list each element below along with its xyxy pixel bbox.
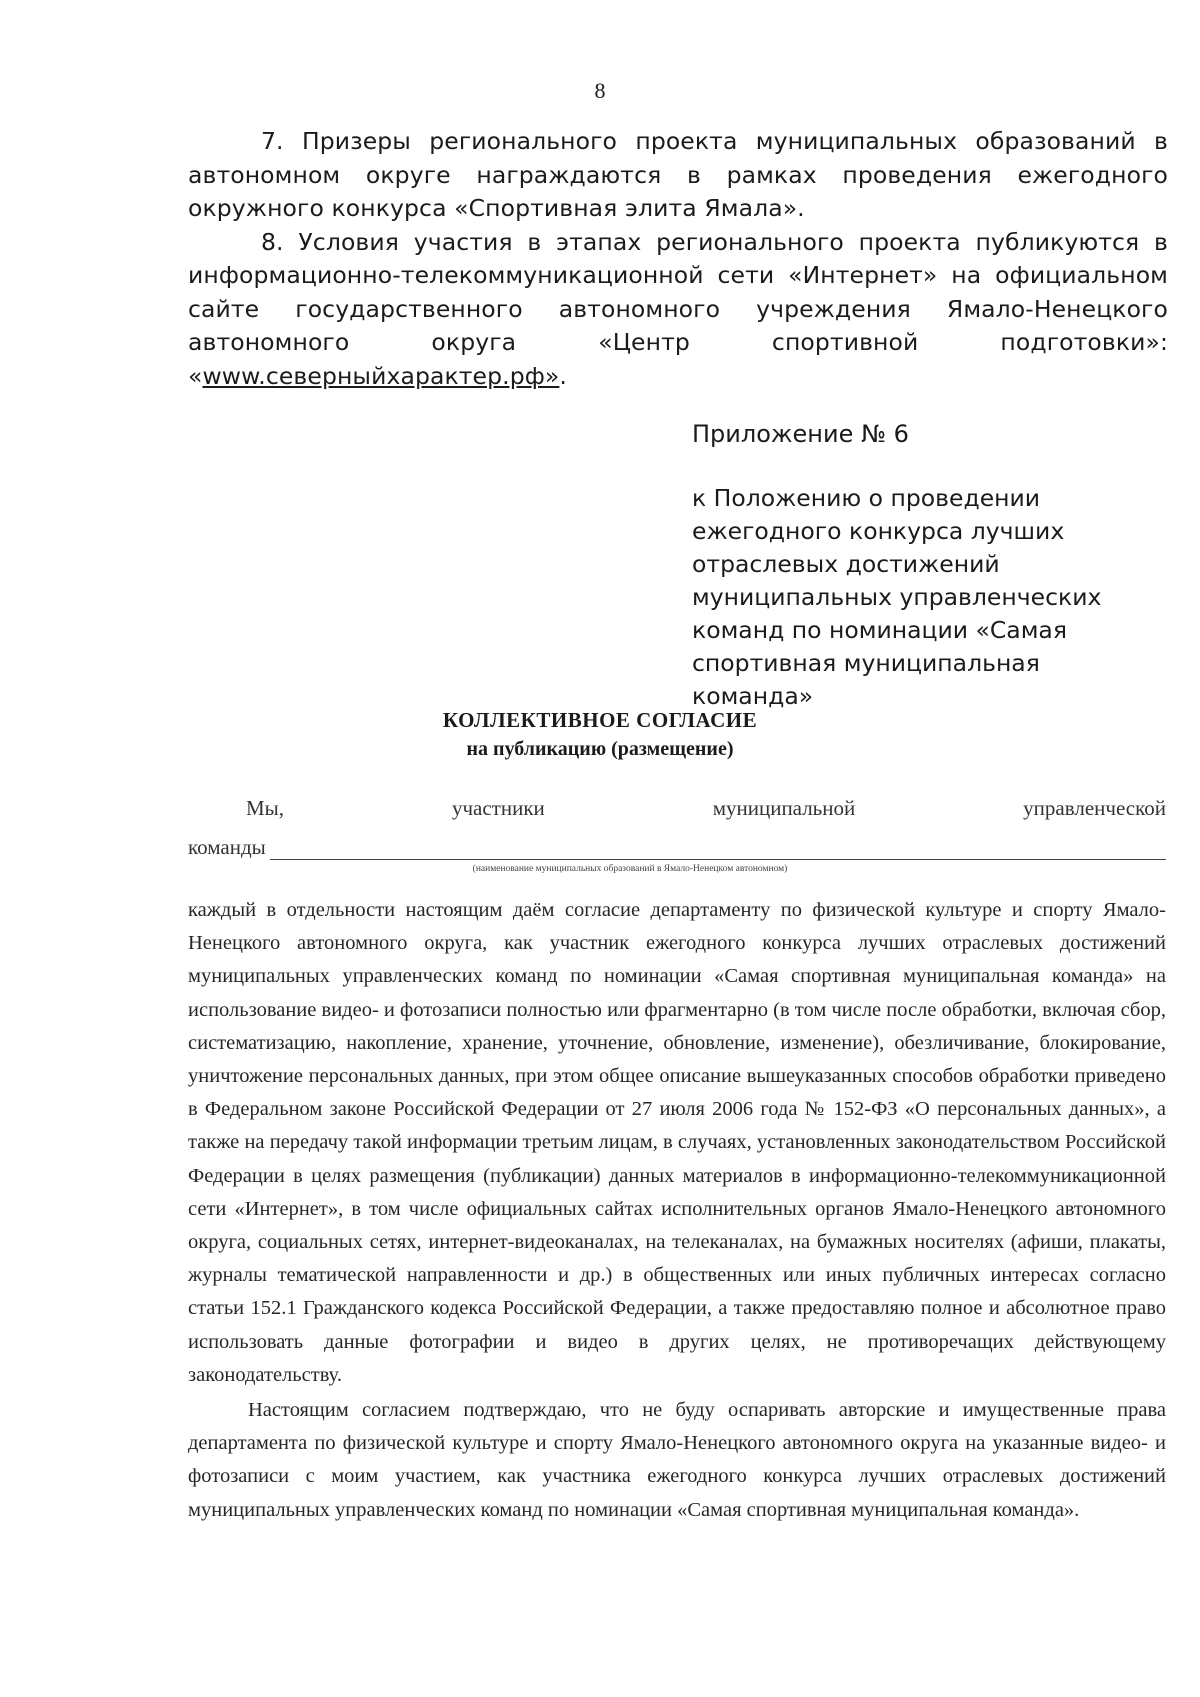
consent-body: [188, 894, 1166, 1527]
intro-word: Мы,: [246, 796, 285, 820]
consent-paragraph-1: каждый в отдельности настоящим даём согласие департаменту по физической культуре и спорту Ямало-Ненецкого автономного округа, как участник ежегодного конкурса лучших отраслевых достижений муниципальных управленческих команд по номинации «Самая спортивная муниципальная команда» на использование видео- и фотозаписи полностью или фрагментарно (в том числе после обработки, включая сбор, систематизацию, накопление, хранение, уточнение, обновление, изменение), обезличивание, блокирование, уничтожение персональных данных, при этом общее описание вышеуказанных способов обработки приведено в Федеральном законе Российской Федерации от 27 июля 2006 года № 152-ФЗ «О персональных данных», а также на передачу такой информации третьим лицам, в случаях, установленных законодательством Российской Федерации в целях размещения (публикации) данных материалов в информационно-телекоммуникационной сети «Интернет», в том числе официальных сайтах исполнительных органов Ямало-Ненецкого автономного округа, социальных сетях, интернет-видеоканалах, на телеканалах, на бумажных носителях (афиши, плакаты, журналы тематической направленности и др.) в общественных или иных публичных интересах согласно статьи 152.1 Гражданского кодекса Российской Федерации, а также предоставляю полное и абсолютное право использовать данные фотографии и видео в других целях, не противоречащих действующему законодательству.: [188, 899, 1166, 1386]
intro-word: участники: [451, 796, 545, 820]
link-open-quote: «: [188, 361, 203, 390]
page-number: 8: [594, 78, 606, 103]
intro-word: муниципальной: [712, 796, 856, 820]
website-link[interactable]: www.северныйхарактер.рф»: [202, 361, 560, 390]
intro-word: управленческой: [1023, 796, 1166, 820]
team-name-field[interactable]: [270, 837, 1166, 860]
team-label: команды: [188, 835, 266, 859]
consent-title: КОЛЛЕКТИВНОЕ СОГЛАСИЕ: [442, 708, 758, 732]
consent-intro-line: [246, 796, 1166, 821]
regulation-items: [188, 125, 1168, 393]
consent-subtitle: на публикацию (размещение): [466, 738, 734, 760]
link-suffix: .: [559, 361, 567, 390]
item-7: 7. Призеры регионального проекта муниципальных образований в автономном округе награждаются в рамках проведения ежегодного окружного конкурса «Спортивная элита Ямала».: [188, 127, 1168, 222]
appendix-number: Приложение № 6: [692, 420, 909, 448]
item-8-text: 8. Условия участия в этапах регионального проекта публикуются в информационно-телекоммуникационной сети «Интернет» на официальном сайте государственного автономного учреждения Ямало-Ненецкого автономного округа «Центр спортивной подготовки»:: [188, 227, 1168, 356]
team-field-caption: (наименование муниципальных образований в Ямало-Ненецком автономном): [472, 864, 788, 874]
team-name-row: [188, 835, 1166, 860]
appendix-description: к Положению о проведении ежегодного конкурса лучших отраслевых достижений муниципальных управленческих команд по номинации «Самая спортивная муниципальная команда»: [692, 484, 1102, 710]
consent-paragraph-2: Настоящим согласием подтверждаю, что не буду оспаривать авторские и имущественные права департамента по физической культуре и спорту Ямало-Ненецкого автономного округа на указанные видео- и фотозаписи с моим участием, как участника ежегодного конкурса лучших отраслевых достижений муниципальных управленческих команд по номинации «Самая спортивная муниципальная команда».: [188, 1399, 1166, 1521]
item-8: [188, 226, 1168, 394]
